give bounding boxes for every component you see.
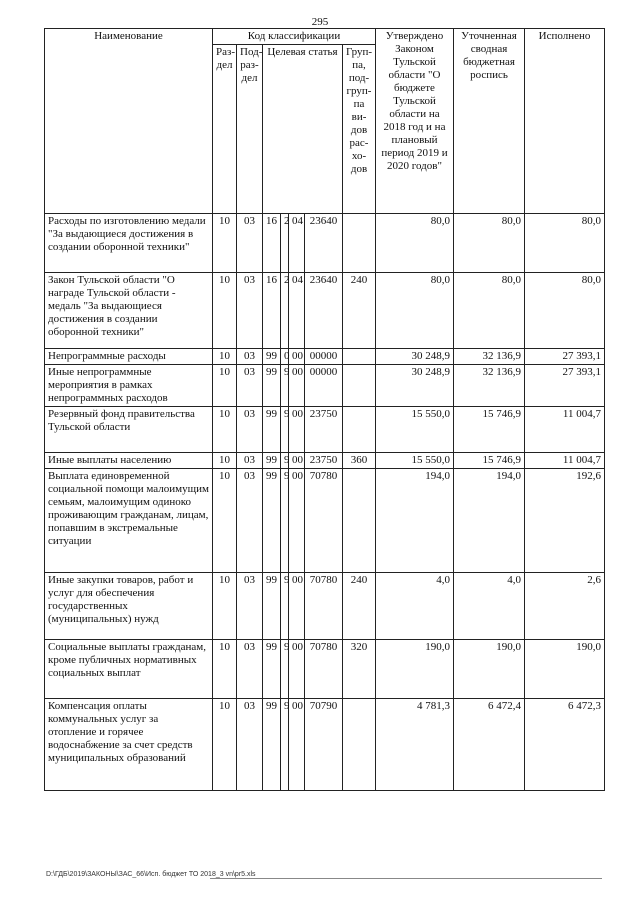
row-section: 10 — [213, 453, 237, 469]
row-ts-direction: 00 — [289, 365, 305, 407]
row-name: Иные выплаты населению — [45, 453, 213, 469]
row-ts-program: 16 — [263, 273, 281, 349]
header-approved: Утверждено Законом Тульской области "О бюджете Тульской области на 2018 год и на плановый период 2019 и 2020 годов" — [376, 29, 454, 214]
row-refined: 80,0 — [454, 273, 525, 349]
row-ts-code: 70780 — [305, 469, 343, 573]
table-row — [45, 573, 605, 640]
row-expense-group — [343, 365, 376, 407]
row-subsection: 03 — [237, 273, 263, 349]
header-expense-group: Груп-па, под-груп-па ви-дов рас-хо-дов — [343, 45, 376, 214]
row-ts-direction: 00 — [289, 407, 305, 453]
row-executed: 6 472,3 — [525, 699, 605, 791]
row-refined: 32 136,9 — [454, 365, 525, 407]
row-ts-program: 99 — [263, 573, 281, 640]
table-row — [45, 273, 605, 349]
row-subsection: 03 — [237, 699, 263, 791]
row-name: Закон Тульской области "О награде Тульской области - медаль "За выдающиеся достижения в создании оборонной техники" — [45, 273, 213, 349]
row-refined: 4,0 — [454, 573, 525, 640]
row-subsection: 03 — [237, 349, 263, 365]
header-name: Наименование — [45, 29, 213, 214]
row-subsection: 03 — [237, 365, 263, 407]
row-ts-code: 23640 — [305, 273, 343, 349]
row-ts-program: 99 — [263, 640, 281, 699]
footer-rule — [210, 878, 602, 879]
row-ts-direction: 00 — [289, 699, 305, 791]
row-approved: 15 550,0 — [376, 453, 454, 469]
row-approved: 190,0 — [376, 640, 454, 699]
row-section: 10 — [213, 365, 237, 407]
row-ts-direction: 00 — [289, 640, 305, 699]
row-ts-subprogram: 9 — [281, 469, 289, 573]
row-expense-group — [343, 699, 376, 791]
row-approved: 4,0 — [376, 573, 454, 640]
row-executed: 80,0 — [525, 273, 605, 349]
row-approved: 4 781,3 — [376, 699, 454, 791]
row-section: 10 — [213, 214, 237, 273]
row-name: Расходы по изготовлению медали "За выдающиеся достижения в создании оборонной техники" — [45, 214, 213, 273]
table-row — [45, 640, 605, 699]
row-executed: 27 393,1 — [525, 365, 605, 407]
row-ts-code: 23750 — [305, 407, 343, 453]
page-number: 295 — [311, 16, 329, 28]
row-approved: 15 550,0 — [376, 407, 454, 453]
table-row — [45, 407, 605, 453]
row-ts-subprogram: 9 — [281, 640, 289, 699]
row-executed: 190,0 — [525, 640, 605, 699]
row-executed: 11 004,7 — [525, 407, 605, 453]
row-subsection: 03 — [237, 640, 263, 699]
row-ts-direction: 00 — [289, 453, 305, 469]
row-section: 10 — [213, 699, 237, 791]
row-ts-subprogram: 9 — [281, 699, 289, 791]
header-executed: Исполнено — [525, 29, 605, 214]
row-executed: 11 004,7 — [525, 453, 605, 469]
row-ts-program: 99 — [263, 365, 281, 407]
table-row — [45, 349, 605, 365]
row-section: 10 — [213, 469, 237, 573]
row-approved: 30 248,9 — [376, 349, 454, 365]
row-subsection: 03 — [237, 573, 263, 640]
row-approved: 80,0 — [376, 214, 454, 273]
row-subsection: 03 — [237, 469, 263, 573]
row-ts-subprogram: 0 — [281, 349, 289, 365]
row-ts-subprogram: 2 — [281, 214, 289, 273]
row-name: Непрограммные расходы — [45, 349, 213, 365]
row-ts-program: 99 — [263, 453, 281, 469]
row-ts-subprogram: 9 — [281, 573, 289, 640]
row-executed: 80,0 — [525, 214, 605, 273]
row-name: Выплата единовременной социальной помощи малоимущим семьям, малоимущим одиноко проживающим гражданам, лицам, попавшим в экстремальные ситуации — [45, 469, 213, 573]
row-refined: 32 136,9 — [454, 349, 525, 365]
table-row — [45, 469, 605, 573]
row-section: 10 — [213, 273, 237, 349]
row-ts-direction: 00 — [289, 349, 305, 365]
row-expense-group: 240 — [343, 273, 376, 349]
header-target-article: Целевая статья — [263, 45, 343, 214]
row-executed: 27 393,1 — [525, 349, 605, 365]
table-row — [45, 699, 605, 791]
row-ts-subprogram: 9 — [281, 365, 289, 407]
row-expense-group: 240 — [343, 573, 376, 640]
row-ts-code: 70780 — [305, 640, 343, 699]
row-refined: 15 746,9 — [454, 453, 525, 469]
row-expense-group: 360 — [343, 453, 376, 469]
row-approved: 30 248,9 — [376, 365, 454, 407]
row-ts-direction: 00 — [289, 573, 305, 640]
table-header — [45, 29, 605, 214]
row-ts-program: 99 — [263, 349, 281, 365]
row-name: Иные закупки товаров, работ и услуг для обеспечения государственных (муниципальных) нужд — [45, 573, 213, 640]
row-refined: 6 472,4 — [454, 699, 525, 791]
header-refined: Уточненная сводная бюджетная роспись — [454, 29, 525, 214]
row-section: 10 — [213, 407, 237, 453]
row-section: 10 — [213, 640, 237, 699]
row-section: 10 — [213, 349, 237, 365]
row-expense-group — [343, 407, 376, 453]
table-row — [45, 365, 605, 407]
row-name: Компенсация оплаты коммунальных услуг за отопление и горячее водоснабжение за счет средств муниципальных образований — [45, 699, 213, 791]
row-approved: 80,0 — [376, 273, 454, 349]
row-subsection: 03 — [237, 453, 263, 469]
row-refined: 194,0 — [454, 469, 525, 573]
row-subsection: 03 — [237, 407, 263, 453]
row-ts-program: 99 — [263, 699, 281, 791]
table-body — [45, 214, 605, 791]
row-ts-subprogram: 9 — [281, 407, 289, 453]
row-ts-direction: 04 — [289, 214, 305, 273]
row-ts-subprogram: 9 — [281, 453, 289, 469]
table-row — [45, 214, 605, 273]
header-code-group: Код классификации — [213, 29, 376, 45]
budget-table — [44, 28, 605, 791]
row-expense-group: 320 — [343, 640, 376, 699]
row-refined: 15 746,9 — [454, 407, 525, 453]
row-refined: 190,0 — [454, 640, 525, 699]
table-row — [45, 453, 605, 469]
row-name: Резервный фонд правительства Тульской области — [45, 407, 213, 453]
row-name: Социальные выплаты гражданам, кроме публичных нормативных социальных выплат — [45, 640, 213, 699]
footer-path: D:\ГДБ\2019\ЗАКОНЫ\ЗАС_66\Исп. бюджет ТО 2018_3 vn\pr5.xls — [46, 871, 256, 878]
row-ts-direction: 04 — [289, 273, 305, 349]
row-ts-code: 70780 — [305, 573, 343, 640]
row-ts-code: 23640 — [305, 214, 343, 273]
row-ts-code: 23750 — [305, 453, 343, 469]
row-subsection: 03 — [237, 214, 263, 273]
row-ts-subprogram: 2 — [281, 273, 289, 349]
row-name: Иные непрограммные мероприятия в рамках непрограммных расходов — [45, 365, 213, 407]
row-approved: 194,0 — [376, 469, 454, 573]
row-ts-code: 70790 — [305, 699, 343, 791]
row-ts-direction: 00 — [289, 469, 305, 573]
row-refined: 80,0 — [454, 214, 525, 273]
row-expense-group — [343, 349, 376, 365]
row-expense-group — [343, 214, 376, 273]
row-ts-code: 00000 — [305, 365, 343, 407]
row-expense-group — [343, 469, 376, 573]
row-ts-program: 99 — [263, 407, 281, 453]
header-section: Раз-дел — [213, 45, 237, 214]
row-section: 10 — [213, 573, 237, 640]
row-ts-code: 00000 — [305, 349, 343, 365]
row-executed: 192,6 — [525, 469, 605, 573]
row-ts-program: 16 — [263, 214, 281, 273]
header-subsection: Под-раз-дел — [237, 45, 263, 214]
row-executed: 2,6 — [525, 573, 605, 640]
row-ts-program: 99 — [263, 469, 281, 573]
